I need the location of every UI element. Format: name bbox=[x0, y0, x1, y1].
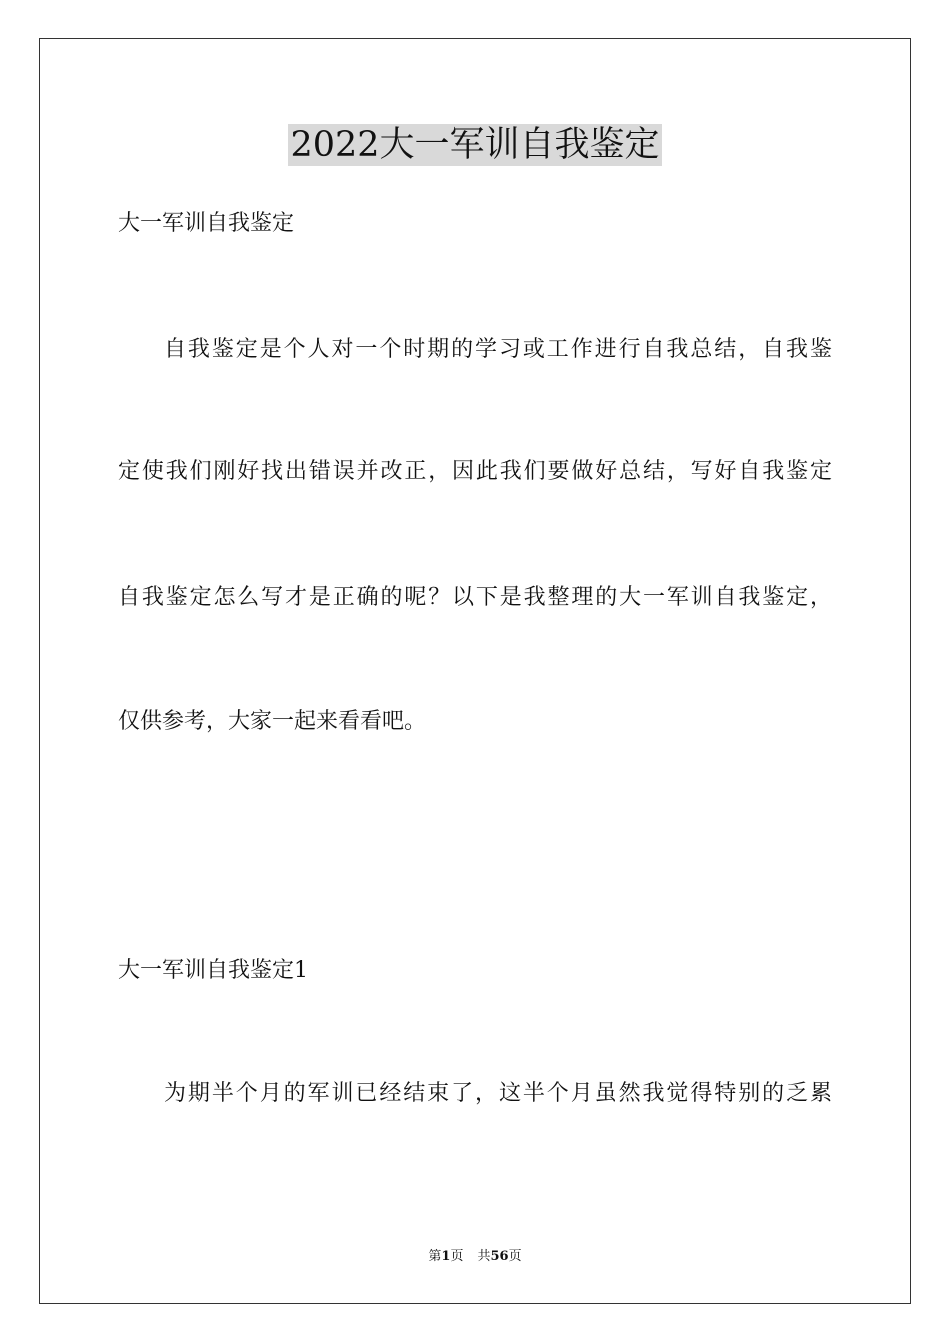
document-subtitle: 大一军训自我鉴定 bbox=[118, 211, 295, 236]
document-title: 2022大一军训自我鉴定 bbox=[290, 125, 660, 165]
title-container bbox=[0, 124, 950, 166]
footer-total-suffix: 页 bbox=[508, 1249, 522, 1264]
footer-total-prefix: 共 bbox=[477, 1249, 491, 1264]
intro-line-2: 定使我们刚好找出错误并改正，因此我们要做好总结，写好自我鉴定 bbox=[118, 459, 832, 484]
page-footer bbox=[0, 1248, 950, 1266]
intro-line-3: 自我鉴定怎么写才是正确的呢？以下是我整理的大一军训自我鉴定， bbox=[118, 585, 832, 610]
footer-page-prefix: 第 bbox=[428, 1249, 442, 1264]
intro-line-1: 自我鉴定是个人对一个时期的学习或工作进行自我总结，自我鉴 bbox=[164, 337, 832, 362]
section1-line-1: 为期半个月的军训已经结束了，这半个月虽然我觉得特别的乏累 bbox=[164, 1081, 832, 1106]
section-heading-1: 大一军训自我鉴定1 bbox=[118, 958, 308, 983]
footer-page-number: 1 bbox=[441, 1249, 451, 1264]
intro-line-4: 仅供参考，大家一起来看看吧。 bbox=[118, 709, 427, 734]
footer-total-pages: 56 bbox=[490, 1249, 509, 1264]
footer-page-suffix: 页 bbox=[450, 1249, 464, 1264]
